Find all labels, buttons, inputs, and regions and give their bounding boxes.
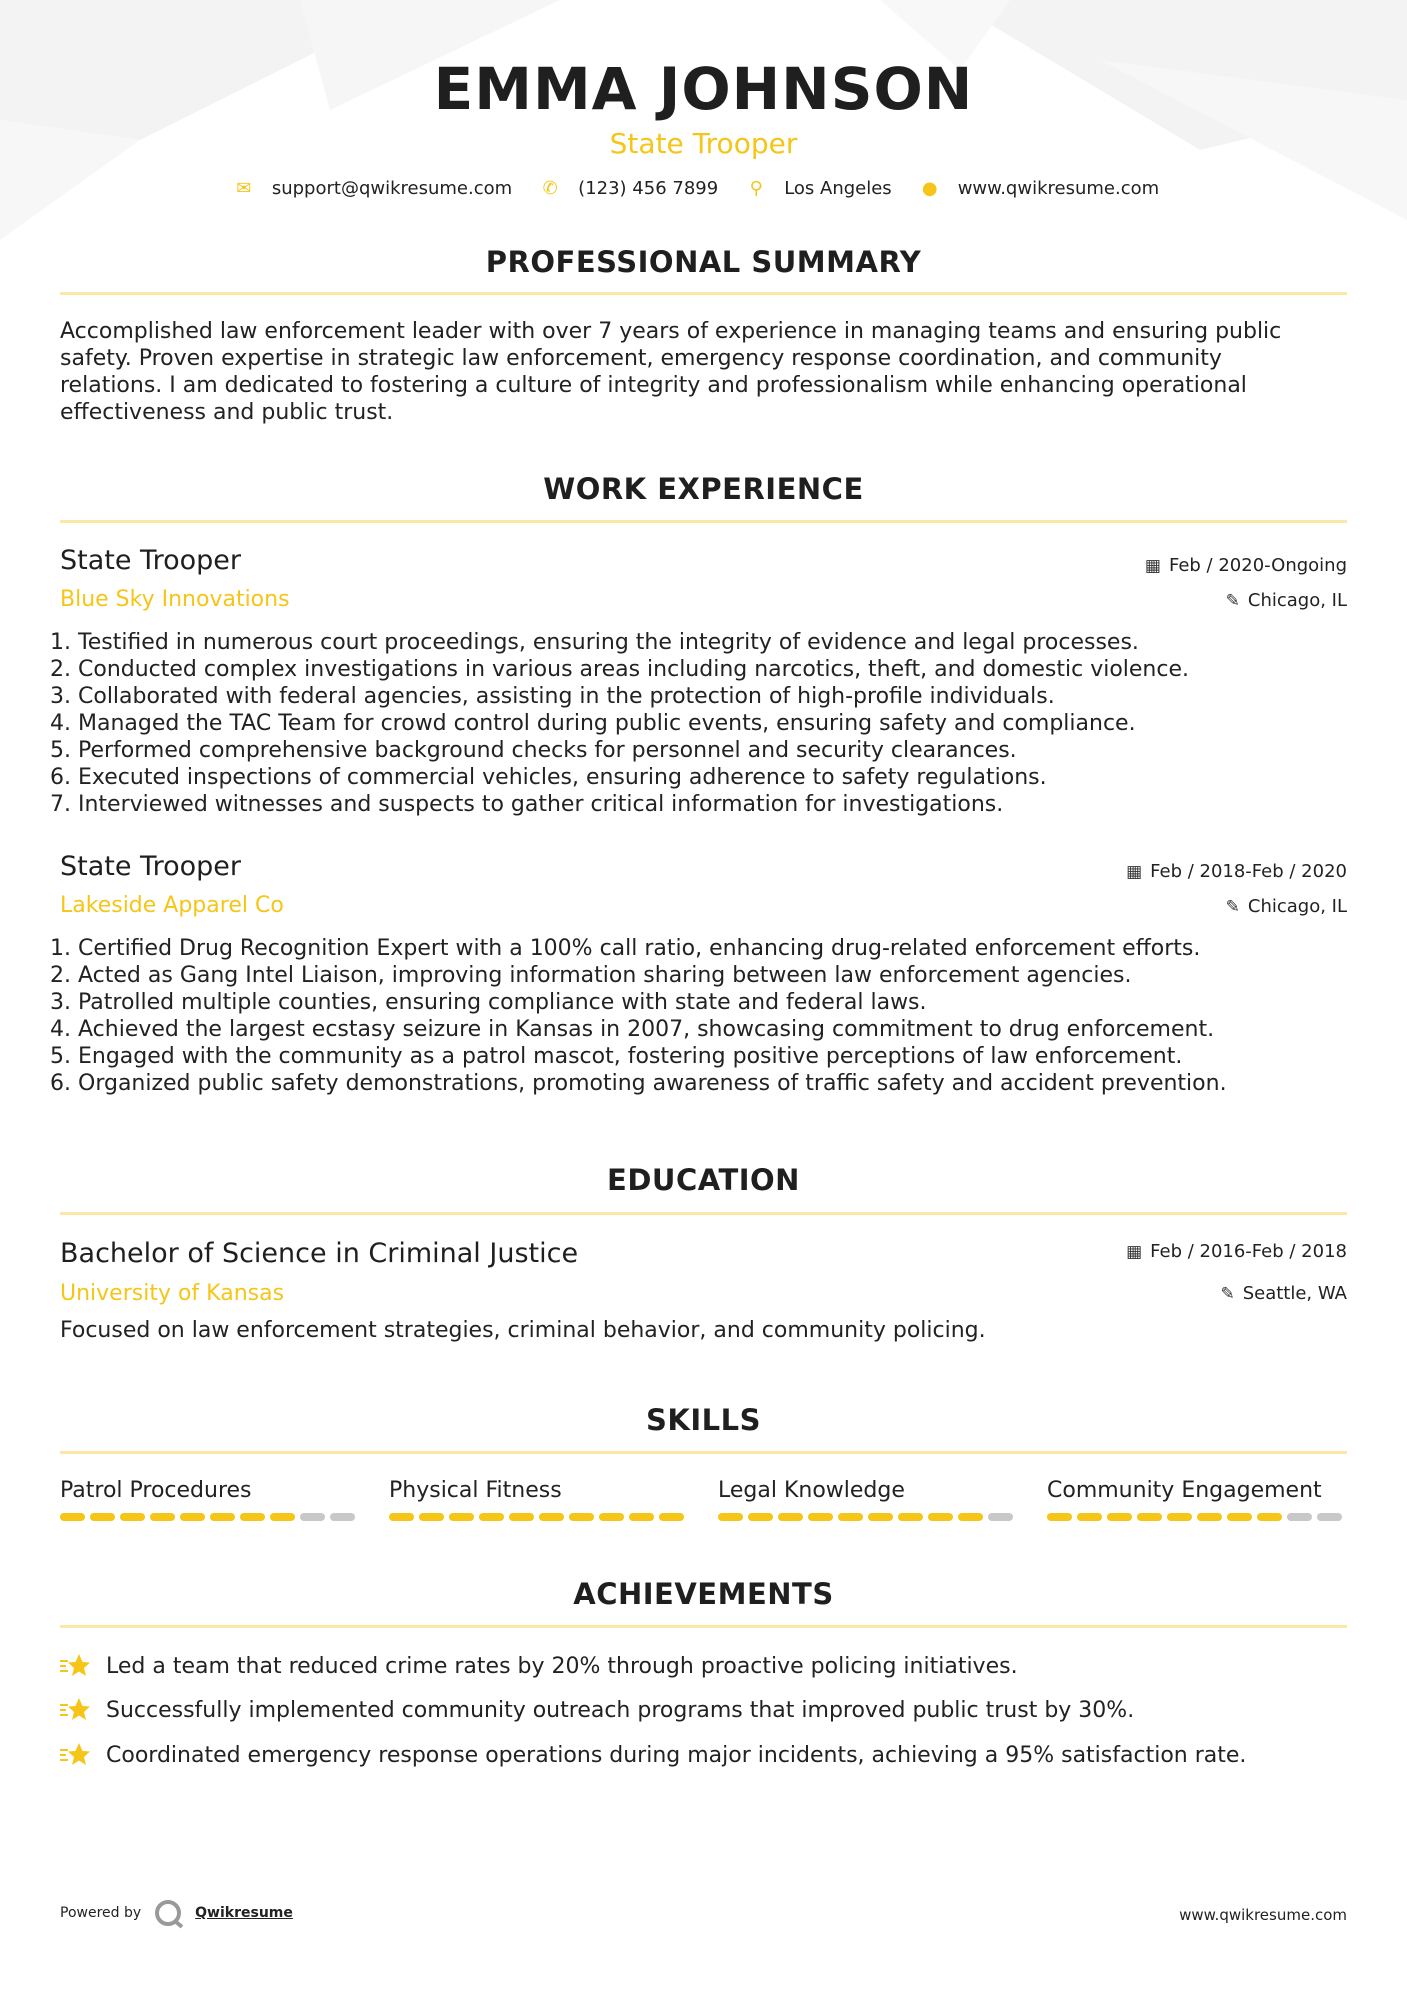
contact-phone[interactable] [540,178,718,199]
skill-item [718,1478,1018,1521]
skills-heading: SKILLS [646,1403,761,1437]
job-company: Lakeside Apparel Co [60,893,284,918]
skill-dot-filled [240,1513,265,1521]
skill-dot-filled [1047,1513,1072,1521]
pin-icon: ✎ [1225,590,1240,611]
calendar-icon: ▦ [1126,1241,1143,1262]
contact-bar [0,178,1407,199]
list-item: 1. Testified in numerous court proceedings, ensuring the integrity of evidence and legal processes. [78,629,1368,656]
star-icon [60,1696,90,1724]
globe-icon: ● [921,178,938,199]
skill-item [389,1478,689,1521]
achievement-item [60,1652,1347,1680]
contact-location [746,178,892,199]
contact-phone-text: (123) 456 7899 [578,178,719,199]
list-item: 4. Managed the TAC Team for crowd control during public events, ensuring safety and compliance. [78,710,1368,737]
achievements-heading: ACHIEVEMENTS [573,1577,834,1611]
skill-dot-filled [1197,1513,1222,1521]
job-date-text: Feb / 2020-Ongoing [1168,555,1347,576]
candidate-name: EMMA JOHNSON [433,55,974,123]
skills-divider [60,1451,1347,1454]
skill-level-bar [389,1513,689,1521]
calendar-icon: ▦ [1144,555,1161,576]
skill-dot-filled [629,1513,654,1521]
footer-website[interactable]: www.qwikresume.com [1179,1906,1347,1924]
envelope-icon: ✉ [236,178,252,199]
education-location-text: Seattle, WA [1242,1283,1347,1304]
education-date [1126,1241,1347,1262]
skill-level-bar [1047,1513,1347,1521]
skill-item [1047,1478,1347,1521]
skill-item [60,1478,360,1521]
skill-level-bar [60,1513,360,1521]
skill-dot-filled [748,1513,773,1521]
qwikresume-link[interactable]: Qwikresume [195,1905,293,1921]
contact-email[interactable] [234,178,512,199]
list-item: 5. Engaged with the community as a patrol mascot, fostering positive perceptions of law enforcement. [78,1043,1368,1070]
achievement-text: Successfully implemented community outreach programs that improved public trust by 30%. [106,1697,1135,1723]
phone-icon: ✆ [542,178,558,199]
skill-dot-filled [958,1513,983,1521]
skill-dot-empty [1287,1513,1312,1521]
contact-website[interactable] [920,178,1159,199]
skill-dot-filled [120,1513,145,1521]
list-item: 6. Organized public safety demonstrations, promoting awareness of traffic safety and accident prevention. [78,1070,1368,1097]
list-item: 6. Executed inspections of commercial vehicles, ensuring adherence to safety regulations. [78,764,1368,791]
skill-dot-filled [60,1513,85,1521]
powered-by-label: Powered by [60,1905,142,1921]
summary-heading: PROFESSIONAL SUMMARY [485,245,922,279]
job-bullets [50,935,1368,1097]
job-location-text: Chicago, IL [1247,896,1347,917]
experience-heading: WORK EXPERIENCE [543,472,864,506]
job-bullets [50,629,1368,818]
skill-dot-filled [718,1513,743,1521]
skill-dot-empty [988,1513,1013,1521]
skill-dot-filled [210,1513,235,1521]
list-item: 7. Interviewed witnesses and suspects to gather critical information for investigations. [78,791,1368,818]
skill-name: Patrol Procedures [60,1478,252,1503]
job-date [1126,861,1347,882]
education-heading: EDUCATION [607,1163,800,1197]
skill-dot-filled [1227,1513,1252,1521]
skill-level-bar [718,1513,1018,1521]
education-description: Focused on law enforcement strategies, criminal behavior, and community policing. [60,1318,986,1343]
contact-location-text: Los Angeles [784,178,892,199]
job-title: State Trooper [60,851,241,882]
qwikresume-logo-icon [155,1900,181,1926]
achievements-divider [60,1625,1347,1628]
list-item: 4. Achieved the largest ecstasy seizure in Kansas in 2007, showcasing commitment to drug enforcement. [78,1016,1368,1043]
skill-dot-filled [838,1513,863,1521]
skill-dot-filled [808,1513,833,1521]
skill-dot-filled [419,1513,444,1521]
skill-name: Physical Fitness [389,1478,562,1503]
achievement-item [60,1741,1347,1769]
job-location-text: Chicago, IL [1247,590,1347,611]
calendar-icon: ▦ [1126,861,1143,882]
map-marker-icon: ⚲ [749,178,763,199]
summary-text: Accomplished law enforcement leader with over 7 years of experience in managing teams and ensuring public safety. Proven expertise in strategic law enforcement, emergency response coordination, and community relations. I am dedicated to fostering a culture of integrity and professionalism while enhancing operational effectiveness and public trust. [60,319,1282,425]
pin-icon: ✎ [1220,1283,1235,1304]
list-item: 2. Conducted complex investigations in various areas including narcotics, theft, and domestic violence. [78,656,1368,683]
contact-website-text: www.qwikresume.com [957,178,1160,199]
skill-name: Community Engagement [1047,1478,1322,1503]
star-icon [60,1652,90,1680]
skill-dot-filled [599,1513,624,1521]
skill-dot-filled [150,1513,175,1521]
achievement-item [60,1696,1347,1724]
job-company: Blue Sky Innovations [60,587,290,612]
skill-dot-filled [479,1513,504,1521]
achievement-text: Led a team that reduced crime rates by 20% through proactive policing initiatives. [106,1653,1018,1679]
achievement-text: Coordinated emergency response operations during major incidents, achieving a 95% satisfaction rate. [106,1742,1247,1768]
education-date-text: Feb / 2016-Feb / 2018 [1150,1241,1347,1262]
skill-dot-filled [539,1513,564,1521]
skill-name: Legal Knowledge [718,1478,905,1503]
job-date [1145,555,1347,576]
skill-dot-filled [270,1513,295,1521]
pin-icon: ✎ [1225,896,1240,917]
experience-divider [60,520,1347,523]
contact-email-text: support@qwikresume.com [271,178,513,199]
skill-dot-filled [1137,1513,1162,1521]
job-location [1226,896,1347,917]
list-item: 1. Certified Drug Recognition Expert with a 100% call ratio, enhancing drug-related enforcement efforts. [78,935,1368,962]
skill-dot-filled [389,1513,414,1521]
job-location [1226,590,1347,611]
skill-dot-filled [1167,1513,1192,1521]
skill-dot-filled [449,1513,474,1521]
job-date-text: Feb / 2018-Feb / 2020 [1150,861,1347,882]
skill-dot-filled [569,1513,594,1521]
candidate-role: State Trooper [609,127,798,160]
list-item: 5. Performed comprehensive background checks for personnel and security clearances. [78,737,1368,764]
skill-dot-empty [1317,1513,1342,1521]
skills-list [60,1478,1347,1521]
skill-dot-filled [90,1513,115,1521]
education-divider [60,1212,1347,1215]
skill-dot-filled [1107,1513,1132,1521]
list-item: 2. Acted as Gang Intel Liaison, improving information sharing between law enforcement agencies. [78,962,1368,989]
skill-dot-empty [300,1513,325,1521]
skill-dot-filled [868,1513,893,1521]
degree-title: Bachelor of Science in Criminal Justice [60,1238,579,1269]
footer-powered-by [60,1900,293,1926]
skill-dot-filled [180,1513,205,1521]
skill-dot-filled [778,1513,803,1521]
skill-dot-filled [1077,1513,1102,1521]
list-item: 3. Patrolled multiple counties, ensuring compliance with state and federal laws. [78,989,1368,1016]
list-item: 3. Collaborated with federal agencies, assisting in the protection of high-profile individuals. [78,683,1368,710]
skill-dot-empty [330,1513,355,1521]
skill-dot-filled [659,1513,684,1521]
skill-dot-filled [1257,1513,1282,1521]
job-title: State Trooper [60,545,241,576]
summary-divider [60,292,1347,295]
education-location [1220,1283,1347,1304]
star-icon [60,1741,90,1769]
skill-dot-filled [509,1513,534,1521]
skill-dot-filled [898,1513,923,1521]
skill-dot-filled [928,1513,953,1521]
school-name: University of Kansas [60,1281,285,1306]
resume-header [0,55,1407,160]
